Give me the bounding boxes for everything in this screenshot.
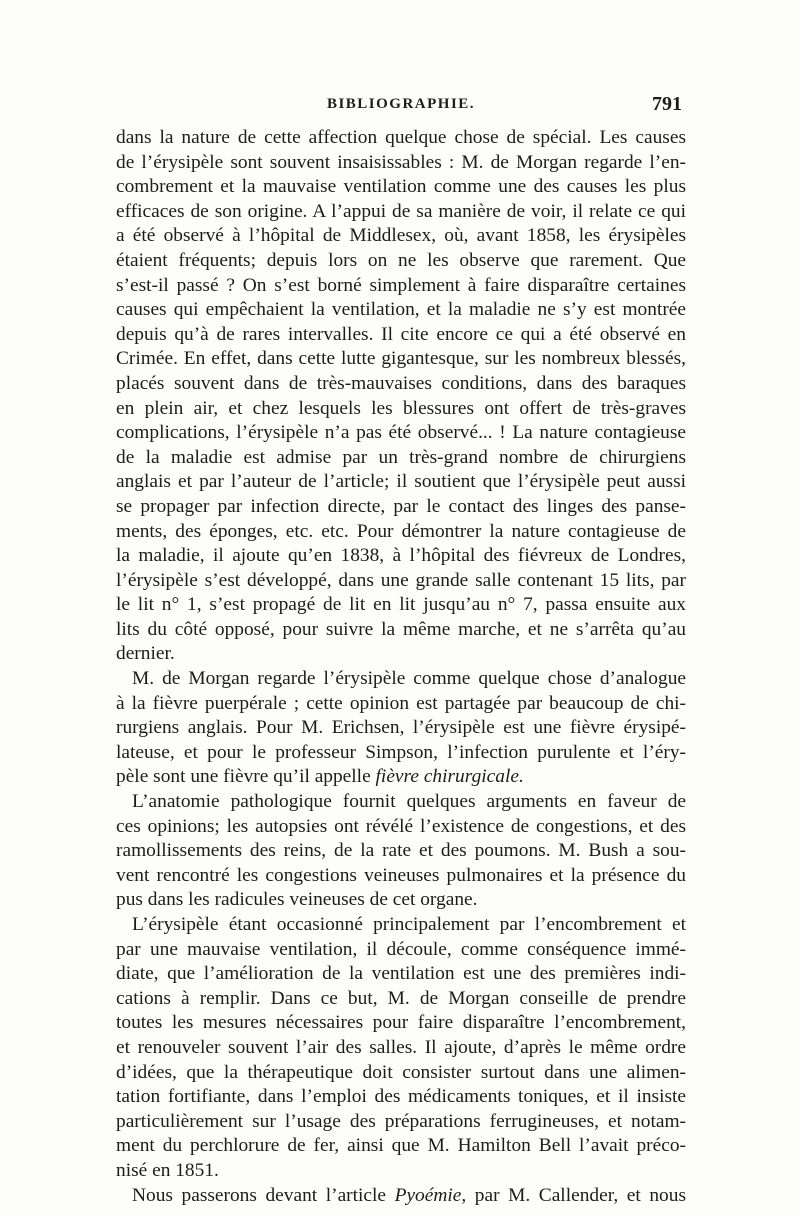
text-line: placés souvent dans de très-mauvaises conditions, dans des baraques: [116, 372, 686, 394]
text-line: d’idées, que la thérapeutique doit consister surtout dans une alimen-: [116, 1061, 686, 1083]
text-line: dernier.: [116, 643, 175, 665]
text-line: rurgiens anglais. Pour M. Erichsen, l’érysipèle est une fièvre érysipé-: [116, 717, 686, 739]
body-text: [116, 126, 686, 1208]
text-line: par une mauvaise ventilation, il découle, comme conséquence immé-: [116, 938, 686, 960]
text-segment: Nous passerons devant l’article: [132, 1184, 387, 1206]
text-line: pus dans les radicules veineuses de cet organe.: [116, 889, 478, 911]
text-line: depuis qu’à de rares intervalles. Il cite encore ce qui a été observé en: [116, 323, 686, 345]
text-line: particulièrement sur l’usage des préparations ferrugineuses, et notam-: [116, 1110, 686, 1132]
text-line: vent rencontré les congestions veineuses pulmonaires et la présence du: [116, 864, 686, 886]
text-line: à la fièvre puerpérale ; cette opinion est partagée par beaucoup de chi-: [116, 692, 686, 714]
text-line: a été observé à l’hôpital de Middlesex, où, avant 1858, les érysipèles: [116, 225, 686, 247]
text-line: le lit n° 1, s’est propagé de lit en lit jusqu’au n° 7, passa ensuite aux: [116, 594, 686, 616]
text-line: de l’érysipèle sont souvent insaisissables : M. de Morgan regarde l’en-: [116, 151, 686, 173]
text-line: efficaces de son origine. A l’appui de sa manière de voir, il relate ce qui: [116, 200, 686, 222]
text-line: de la maladie est admise par un très-grand nombre de chirurgiens: [116, 446, 686, 468]
text-line: s’est-il passé ? On s’est borné simplement à faire disparaître certaines: [116, 274, 686, 296]
text-line: l’érysipèle s’est développé, dans une grande salle contenant 15 lits, par: [116, 569, 686, 591]
paragraph-1: [116, 126, 686, 667]
text-line: en plein air, et chez lesquels les blessures ont offert de très-graves: [116, 397, 686, 419]
text-line: ces opinions; les autopsies ont révélé l’existence de congestions, et des: [116, 815, 686, 837]
text-line: dans la nature de cette affection quelque chose de spécial. Les causes: [116, 127, 686, 148]
paragraph-5: [116, 1184, 686, 1209]
text-line: lateuse, et pour le professeur Simpson, l’infection purulente et l’éry-: [116, 741, 686, 763]
text-line: se propager par infection directe, par le contact des linges des panse-: [116, 495, 686, 517]
text-line: L’anatomie pathologique fournit quelques arguments en faveur de: [132, 791, 686, 813]
text-line: Crimée. En effet, dans cette lutte gigantesque, sur les nombreux blessés,: [116, 348, 686, 370]
text-line: ments, des éponges, etc. etc. Pour démontrer la nature contagieuse de: [116, 520, 686, 542]
text-line: L’érysipèle étant occasionné principalement par l’encombrement et: [132, 914, 686, 935]
text-line: causes qui empêchaient la ventilation, et la maladie ne s’y est montrée: [116, 299, 686, 321]
italic-term: fièvre chirurgicale.: [375, 766, 524, 788]
text-line: complications, l’érysipèle n’a pas été observé... ! La nature contagieuse: [116, 422, 686, 444]
text-segment: pèle sont une fièvre qu’il appelle: [116, 766, 371, 788]
text-line: [116, 765, 686, 790]
paragraph-4: [116, 913, 686, 1184]
paragraph-2: [116, 667, 686, 790]
text-line: toutes les mesures nécessaires pour faire disparaître l’encombrement,: [116, 1012, 686, 1034]
text-line: [116, 1184, 686, 1209]
italic-term: Pyoémie: [394, 1184, 462, 1206]
text-line: et renouveler souvent l’air des salles. Il ajoute, d’après le même ordre: [116, 1036, 686, 1058]
text-segment: , par M. Callender, et nous: [461, 1184, 686, 1206]
text-line: ramollissements des reins, de la rate et des poumons. M. Bush a sou-: [116, 840, 686, 862]
text-line: la maladie, il ajoute qu’en 1838, à l’hôpital des fiévreux de Londres,: [116, 545, 686, 567]
text-line: nisé en 1851.: [116, 1159, 219, 1181]
text-line: combrement et la mauvaise ventilation comme une des causes les plus: [116, 176, 686, 198]
text-line: diate, que l’amélioration de la ventilation est une des premières indi-: [116, 963, 686, 985]
text-line: ment du perchlorure de fer, ainsi que M. Hamilton Bell l’avait préco-: [116, 1135, 686, 1157]
running-title: BIBLIOGRAPHIE.: [326, 96, 476, 112]
page-header: [116, 93, 686, 120]
text-line: M. de Morgan regarde l’érysipèle comme quelque chose d’analogue: [132, 668, 686, 690]
text-line: tation fortifiante, dans l’emploi des médicaments toniques, et il insiste: [116, 1086, 686, 1108]
text-line: étaient fréquents; depuis lors on ne les observe que rarement. Que: [116, 249, 686, 271]
paragraph-3: [116, 790, 686, 913]
text-line: cations à remplir. Dans ce but, M. de Morgan conseille de prendre: [116, 987, 686, 1009]
text-line: anglais et par l’auteur de l’article; il soutient que l’érysipèle peut aussi: [116, 471, 686, 493]
text-line: lits du côté opposé, pour suivre la même marche, et ne s’arrêta qu’au: [116, 618, 686, 640]
page-number: 791: [652, 93, 682, 115]
